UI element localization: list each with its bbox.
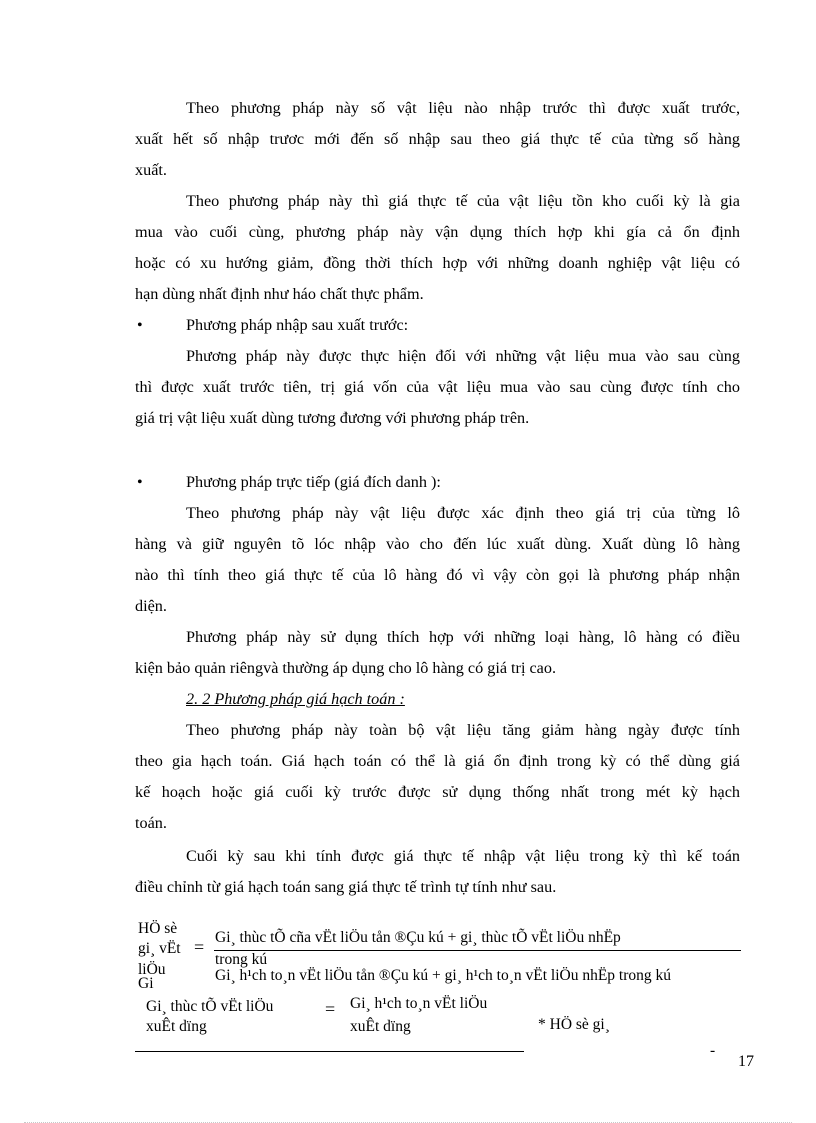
text-line: hàng và giữ nguyên tõ lóc nhập vào cho đến lúc xuất dùng. Xuất dùng lô hàng — [135, 535, 740, 553]
text-line: xuất hết số nhập trươc mới đến số nhập sau theo giá thực tế của từng số hàng — [135, 130, 740, 148]
text-line: theo gia hạch toán. Giá hạch toán có thể là giá ổn định trong kỳ có thể dùng giá — [135, 752, 740, 770]
text-line: Cuối kỳ sau khi tính được giá thực tế nhập vật liệu trong kỳ thì kế toán — [186, 847, 740, 865]
fraction-bar — [214, 950, 741, 951]
text-line: Theo phương pháp này vật liệu được xác định theo giá trị của từng lô — [186, 504, 740, 522]
formula-lhs-line3: liÖu — [138, 961, 166, 978]
formula-lhs-line1: HÖ sè — [138, 920, 178, 937]
page-number: 17 — [738, 1053, 754, 1070]
formula-equals: = — [194, 937, 205, 957]
text-line: xuất. — [135, 161, 167, 179]
formula-lhs-line4: Gi — [138, 975, 154, 992]
bullet-point: • — [137, 317, 143, 334]
bullet-heading: Phương pháp trực tiếp (giá đích danh ): — [186, 473, 441, 491]
bullet-heading: Phương pháp nhập sau xuất trước: — [186, 316, 409, 334]
formula-row2-left-cont: xuÊt dïng — [146, 1018, 207, 1035]
text-line: hoặc có xu hướng giảm, đồng thời thích hợp với những doanh nghiệp vật liệu có — [135, 254, 740, 272]
text-line: Phương pháp này sử dụng thích hợp với những loại hàng, lô hàng có điều — [186, 628, 740, 646]
text-line: toán. — [135, 814, 167, 832]
formula-underline — [135, 1051, 524, 1052]
text-line: nào thì tính theo giá thực tế của lô hàng đó vì vậy còn gọi là phương pháp nhận — [135, 566, 740, 584]
text-line: Theo phương pháp này số vật liệu nào nhập trước thì được xuất trước, — [186, 99, 740, 117]
text-line: Theo phương pháp này thì giá thực tế của vật liệu tồn kho cuối kỳ là gia — [186, 192, 740, 210]
formula-row2-mid: Gi¸ h¹ch to¸n vËt liÖu — [350, 995, 488, 1012]
section-heading: 2. 2 Phương pháp giá hạch toán : — [186, 690, 405, 708]
formula-numerator-cont: trong kú — [215, 951, 268, 968]
text-line: thì được xuất trước tiên, trị giá vốn của vật liệu mua vào sau cùng được tính cho — [135, 378, 740, 396]
formula-lhs-line2: gi¸ vËt — [138, 940, 181, 957]
text-line: điều chỉnh từ giá hạch toán sang giá thực tế trình tự tính như sau. — [135, 878, 557, 896]
formula-denominator-clipped: Gi¸ h¹ch to¸n vËt liÖu tån ®Çu kú + gi¸ h¹ch to¸n vËt liÖu nhËp trong kú — [215, 967, 672, 984]
formula-row2-equals: = — [325, 999, 336, 1019]
text-line: mua vào cuối cùng, phương pháp này vận dụng thích hợp khi gía cả ổn định — [135, 223, 740, 241]
formula-row2-mid-cont: xuÊt dïng — [350, 1018, 411, 1035]
text-line: Phương pháp này được thực hiện đối với những vật liệu mua vào sau cùng — [186, 347, 740, 365]
bullet-point: • — [137, 474, 143, 491]
text-line: hạn dùng nhất định như háo chất thực phẩm. — [135, 285, 424, 303]
formula-row2-right: * HÖ sè gi¸ — [538, 1016, 610, 1033]
text-line: Theo phương pháp này toàn bộ vật liệu tăng giảm hàng ngày được tính — [186, 721, 740, 739]
text-line: diện. — [135, 597, 167, 615]
formula-numerator: Gi¸ thùc tÕ cña vËt liÖu tån ®Çu kú + gi¸ thùc tÕ vËt liÖu nhËp — [215, 929, 621, 946]
footer-dash: - — [710, 1042, 716, 1059]
text-line: kế hoạch hoặc giá cuối kỳ trước được sử dụng thống nhất trong mét kỳ hạch — [135, 783, 740, 801]
text-line: kiện bảo quản riêngvà thường áp dụng cho lô hàng có giá trị cao. — [135, 659, 557, 677]
formula-row2-left: Gi¸ thùc tÕ vËt liÖu — [146, 998, 274, 1015]
text-line: giá trị vật liệu xuất dùng tương đương với phương pháp trên. — [135, 409, 530, 427]
